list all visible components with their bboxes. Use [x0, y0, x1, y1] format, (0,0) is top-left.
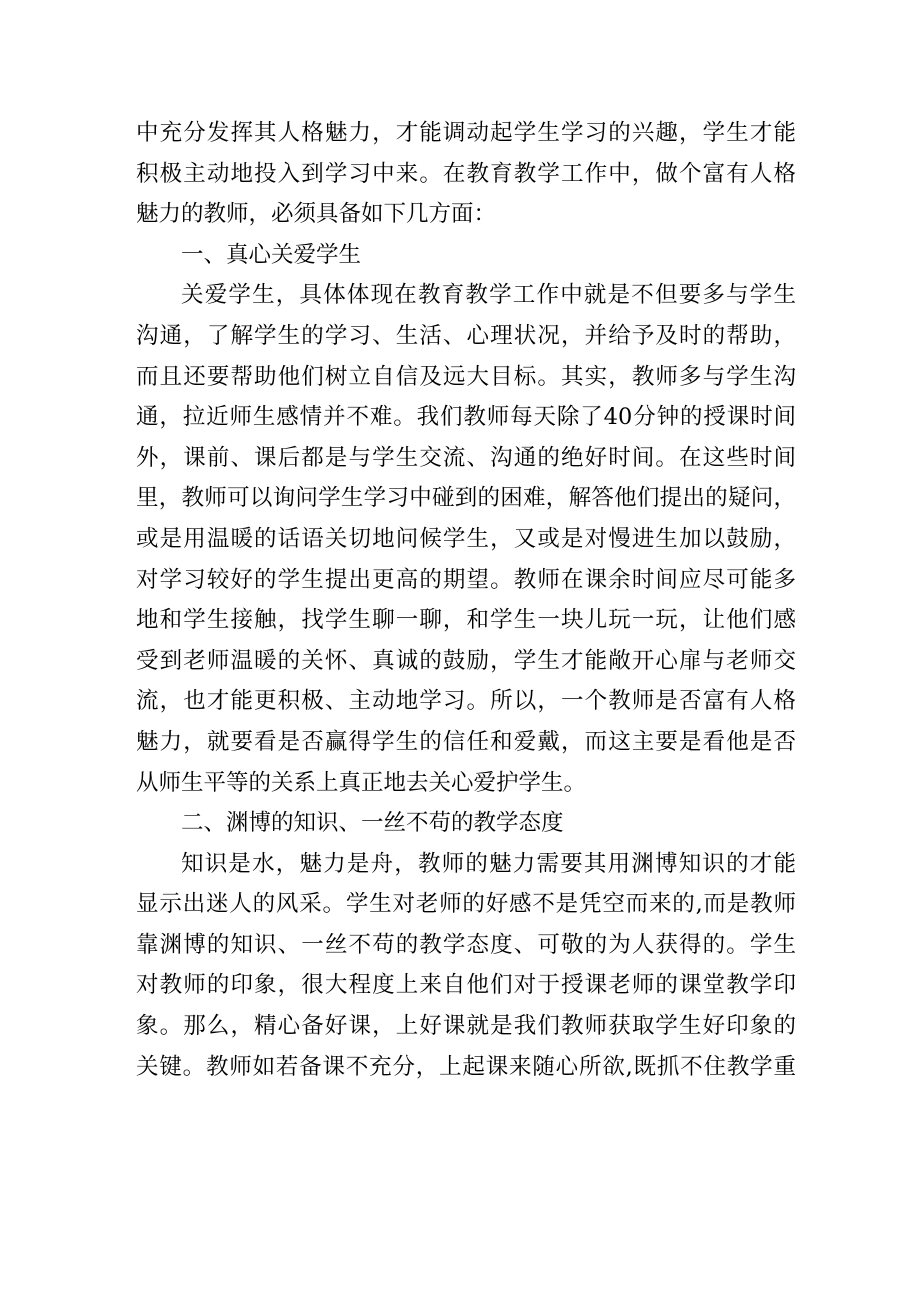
text-line: 通，拉近师生感情并不难。我们教师每天除了40分钟的授课时间 [136, 404, 796, 431]
text-line: 魅力的教师，必须具备如下几方面： [136, 201, 497, 228]
text-line: 外，课前、课后都是与学生交流、沟通的绝好时间。在这些时间 [136, 444, 796, 471]
text-line: 流，也才能更积极、主动地学习。所以，一个教师是否富有人格 [136, 688, 796, 715]
text-line: 关爱学生，具体体现在教育教学工作中就是不但要多与学生 [181, 282, 796, 309]
text-line: 或是用温暖的话语关切地问候学生，又或是对慢进生加以鼓励， [136, 525, 796, 552]
text-line: 沟通，了解学生的学习、生活、心理状况，并给予及时的帮助， [136, 322, 796, 349]
text-line: 受到老师温暖的关怀、真诚的鼓励，学生才能敞开心扉与老师交 [136, 647, 796, 674]
text-line: 而且还要帮助他们树立自信及远大目标。其实，教师多与学生沟 [136, 363, 796, 390]
text-line: 对教师的印象，很大程度上来自他们对于授课老师的课堂教学印 [136, 972, 796, 999]
text-line: 对学习较好的学生提出更高的期望。教师在课余时间应尽可能多 [136, 566, 796, 593]
text-line: 象。那么，精心备好课，上好课就是我们教师获取学生好印象的 [136, 1013, 796, 1040]
text-line: 靠渊博的知识、一丝不苟的教学态度、可敬的为人获得的。学生 [136, 931, 796, 958]
text-line: 一、真心关爱学生 [181, 241, 362, 268]
text-line: 知识是水，魅力是舟，教师的魅力需要其用渊博知识的才能 [181, 850, 796, 877]
text-line: 积极主动地投入到学习中来。在教育教学工作中，做个富有人格 [136, 160, 796, 187]
text-line: 关键。教师如若备课不充分，上起课来随心所欲,既抓不住教学重 [136, 1053, 796, 1080]
text-line: 二、渊博的知识、一丝不苟的教学态度 [181, 810, 564, 837]
text-line: 显示出迷人的风采。学生对老师的好感不是凭空而来的,而是教师 [136, 891, 796, 918]
document-body-text [136, 113, 796, 1087]
text-line: 魅力，就要看是否赢得学生的信任和爱戴，而这主要是看他是否 [136, 728, 796, 755]
text-line: 地和学生接触，找学生聊一聊，和学生一块儿玩一玩，让他们感 [136, 607, 796, 634]
text-line: 中充分发挥其人格魅力，才能调动起学生学习的兴趣，学生才能 [136, 120, 796, 146]
text-line: 里，教师可以询问学生学习中碰到的困难，解答他们提出的疑问， [136, 485, 796, 512]
text-line: 从师生平等的关系上真正地去关心爱护学生。 [136, 769, 587, 796]
